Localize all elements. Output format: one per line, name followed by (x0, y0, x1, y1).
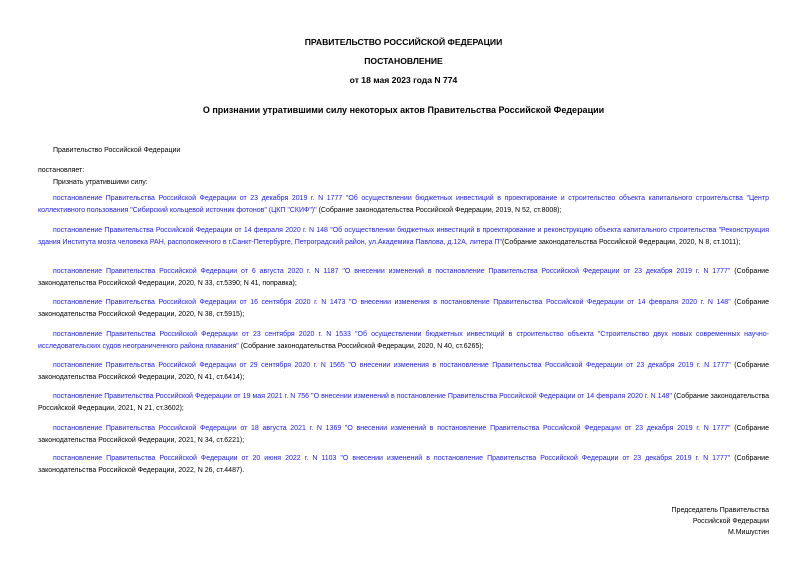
act-source: (Собрание законодательства Российской Федерации, 2020, N 41, ст.6414); (38, 362, 769, 382)
decides-text: постановляет: (38, 167, 85, 174)
signature-organization: Российской Федерации (692, 518, 769, 525)
act-source: (Собрание законодательства Российской Федерации, 2021, N 34, ст.6221); (38, 425, 769, 445)
list-item (38, 225, 769, 249)
act-source: (Собрание законодательства Российской Федерации, 2020, N 38, ст.5915); (38, 299, 769, 319)
list-item (38, 329, 769, 353)
government-heading: ПРАВИТЕЛЬСТВО РОССИЙСКОЙ ФЕДЕРАЦИИ (304, 37, 503, 47)
act-link[interactable]: постановление Правительства Российской Федерации от 19 мая 2021 г. N 756 "О внесении изменений в постановление Правительства Российской Федерации от 14 февраля 2020 г. N 148" (53, 393, 672, 400)
recognize-text: Признать утратившими силу: (53, 179, 148, 186)
act-source: (Собрание законодательства Российской Федерации, 2019, N 52, ст.8008); (316, 207, 562, 215)
act-source: (Собрание законодательства Российской Федерации, 2021, N 21, ст.3602); (38, 393, 769, 413)
act-link[interactable]: постановление Правительства Российской Федерации от 18 августа 2021 г. N 1369 "О внесении изменений в постановление Правительства Российской Федерации от 23 декабря 2019 г. N 1777" (53, 425, 731, 432)
list-item (38, 297, 769, 321)
list-item (38, 360, 769, 384)
list-item (38, 266, 769, 290)
document-type-heading: ПОСТАНОВЛЕНИЕ (364, 56, 443, 66)
act-link[interactable]: постановление Правительства Российской Федерации от 16 сентября 2020 г. N 1473 "О внесении изменения в постановление Правительства Российской Федерации от 14 февраля 2020 г. N 148" (53, 299, 731, 306)
act-link[interactable]: постановление Правительства Российской Федерации от 29 сентября 2020 г. N 1565 "О внесении изменения в постановление Правительства Российской Федерации от 23 декабря 2019 г. N 1777" (53, 362, 731, 369)
act-source: (Собрание законодательства Российской Федерации, 2022, N 26, ст.4487). (38, 455, 769, 475)
document-page (38, 0, 769, 571)
signature-position: Председатель Правительства (671, 507, 769, 514)
list-item (38, 453, 769, 477)
document-subject: О признании утратившими силу некоторых актов Правительства Российской Федерации (202, 105, 605, 115)
signature-name: М.Мишустин (727, 529, 769, 536)
list-item (38, 391, 769, 415)
list-item (38, 423, 769, 447)
act-source: (Собрание законодательства Российской Федерации, 2020, N 8, ст.1011); (502, 239, 741, 247)
act-link[interactable]: постановление Правительства Российской Федерации от 14 февраля 2020 г. N 148 "Об осуществлении бюджетных инвестиций в проектирование и реконструкцию объекта капитального строительства "Реконструкция здания Института мозга человека РАН, расположенного в г.Санкт-Петербурге, Петроградский район, ул.Академика Павлова, д.12А, литера П" (38, 227, 769, 247)
act-source: (Собрание законодательства Российской Федерации, 2020, N 40, ст.6265); (238, 343, 484, 351)
issuer-text: Правительство Российской Федерации (53, 147, 181, 154)
document-date-number: от 18 мая 2023 года N 774 (349, 75, 458, 85)
act-link[interactable]: постановление Правительства Российской Федерации от 20 июня 2022 г. N 1103 "О внесении изменений в постановление Правительства Российской Федерации от 23 декабря 2019 г. N 1777" (53, 455, 731, 462)
act-source: (Собрание законодательства Российской Федерации, 2020, N 33, ст.5390; N 41, поправка); (38, 268, 769, 288)
list-item (38, 193, 769, 217)
act-link[interactable]: постановление Правительства Российской Федерации от 23 сентября 2020 г. N 1533 "Об осуществлении бюджетных инвестиций в строительство объекта "Строительство двух новых современных научно-исследовательских судов неограниченного района плавания" (38, 331, 769, 351)
act-link[interactable]: постановление Правительства Российской Федерации от 23 декабря 2019 г. N 1777 "Об осуществлении бюджетных инвестиций в проектирование и строительство объекта капитального строительства "Центр коллективного пользования "Сибирский кольцевой источник фотонов" (ЦКП "СКИФ")" (38, 195, 769, 215)
act-link[interactable]: постановление Правительства Российской Федерации от 6 августа 2020 г. N 1187 "О внесении изменений в постановление Правительства Российской Федерации от 23 декабря 2019 г. N 1777" (53, 268, 731, 275)
